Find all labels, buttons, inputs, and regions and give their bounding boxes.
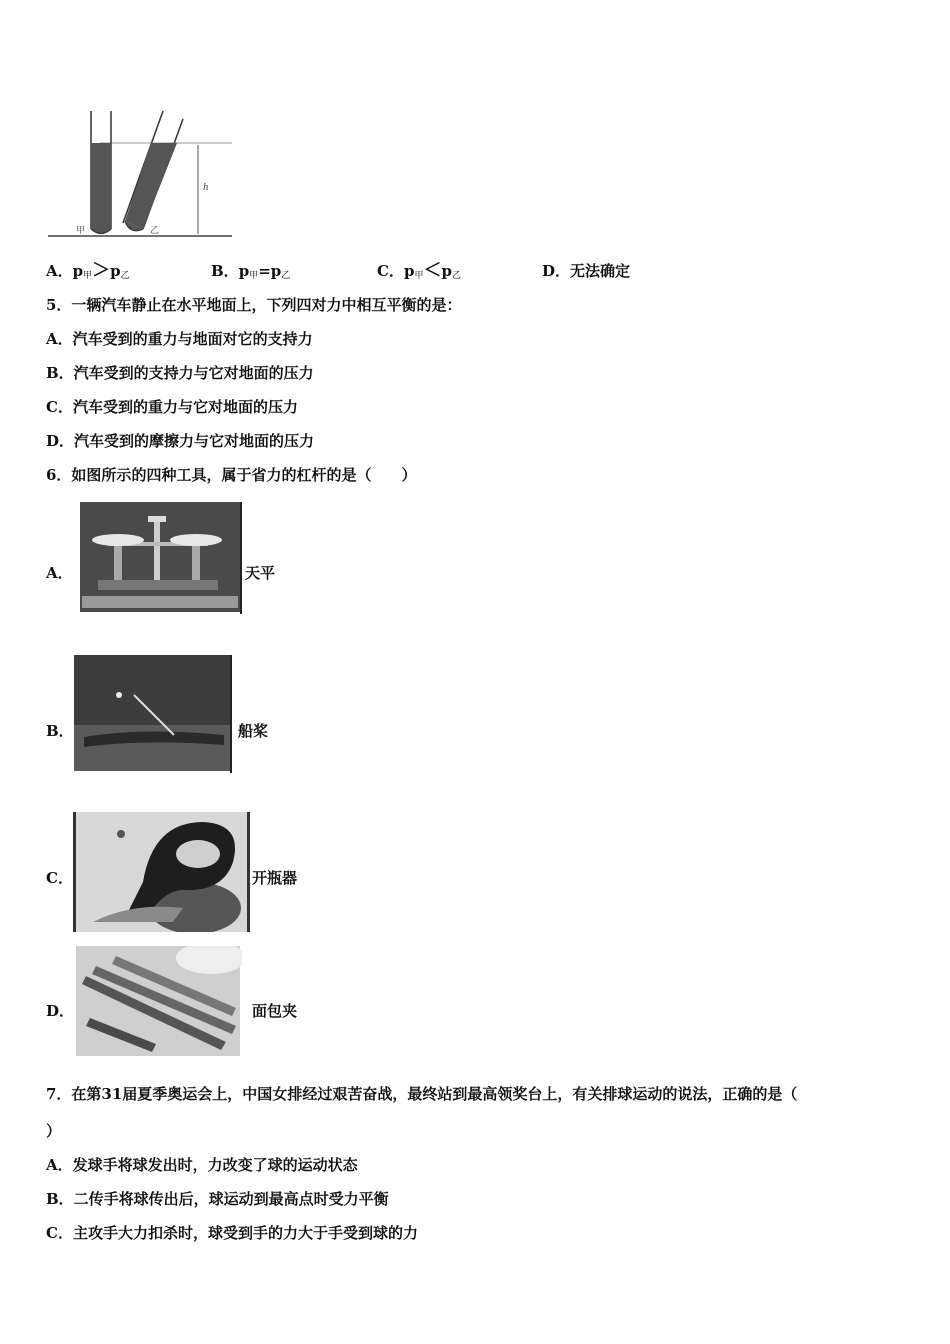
q5-option-d[interactable]: D．汽车受到的摩擦力与它对地面的压力 xyxy=(46,432,315,450)
q7-stem-line2: ） xyxy=(46,1122,62,1140)
q5-option-c[interactable]: C．汽车受到的重力与它对地面的压力 xyxy=(46,398,298,416)
q6-option-c-caption: 开瓶器 xyxy=(252,869,298,887)
h-label: h xyxy=(203,183,209,193)
q7-option-c[interactable]: C．主攻手大力扣杀时，球受到手的力大于手受到球的力 xyxy=(46,1224,418,1242)
tubes-figure xyxy=(40,105,240,245)
jia-label: 甲 xyxy=(76,226,86,236)
q6-option-b-letter[interactable]: B． xyxy=(46,722,74,740)
bread-tongs-image xyxy=(76,946,242,1058)
q4-option-d[interactable]: D．无法确定 xyxy=(542,262,631,280)
q4-options-row xyxy=(46,261,746,281)
q5-option-b[interactable]: B．汽车受到的支持力与它对地面的压力 xyxy=(46,364,314,382)
yi-label: 乙 xyxy=(150,226,160,236)
q6-option-c-letter[interactable]: C． xyxy=(46,869,73,887)
q7-option-b[interactable]: B．二传手将球传出后，球运动到最高点时受力平衡 xyxy=(46,1190,389,1208)
q7-option-a[interactable]: A．发球手将球发出时，力改变了球的运动状态 xyxy=(46,1156,358,1174)
q6-option-a-letter[interactable]: A． xyxy=(46,564,73,582)
oar-image xyxy=(74,655,232,773)
q6-option-a-caption: 天平 xyxy=(245,564,276,582)
q6-option-d-caption: 面包夹 xyxy=(252,1002,298,1020)
balance-scale-image xyxy=(78,500,243,615)
bottle-opener-image xyxy=(73,812,251,932)
q4-option-a[interactable]: A．$p_甲>p_乙$ xyxy=(46,260,130,281)
q6-stem: 6．如图所示的四种工具，属于省力的杠杆的是（ ） xyxy=(46,466,417,484)
q5-option-a[interactable]: A．汽车受到的重力与地面对它的支持力 xyxy=(46,330,313,348)
q6-option-d-letter[interactable]: D． xyxy=(46,1002,75,1020)
q5-stem: 5．一辆汽车静止在水平地面上，下列四对力中相互平衡的是： xyxy=(46,296,462,314)
q4-option-c[interactable]: C．$p_甲<p_乙$ xyxy=(377,260,461,281)
q7-stem-line1: 7．在第31届夏季奥运会上，中国女排经过艰苦奋战，最终站到最高领奖台上，有关排球运动的说法，正确的是（ xyxy=(46,1085,798,1103)
q4-option-b[interactable]: B．$p_甲=p_乙$ xyxy=(211,262,291,281)
q6-option-b-caption: 船桨 xyxy=(238,722,269,740)
